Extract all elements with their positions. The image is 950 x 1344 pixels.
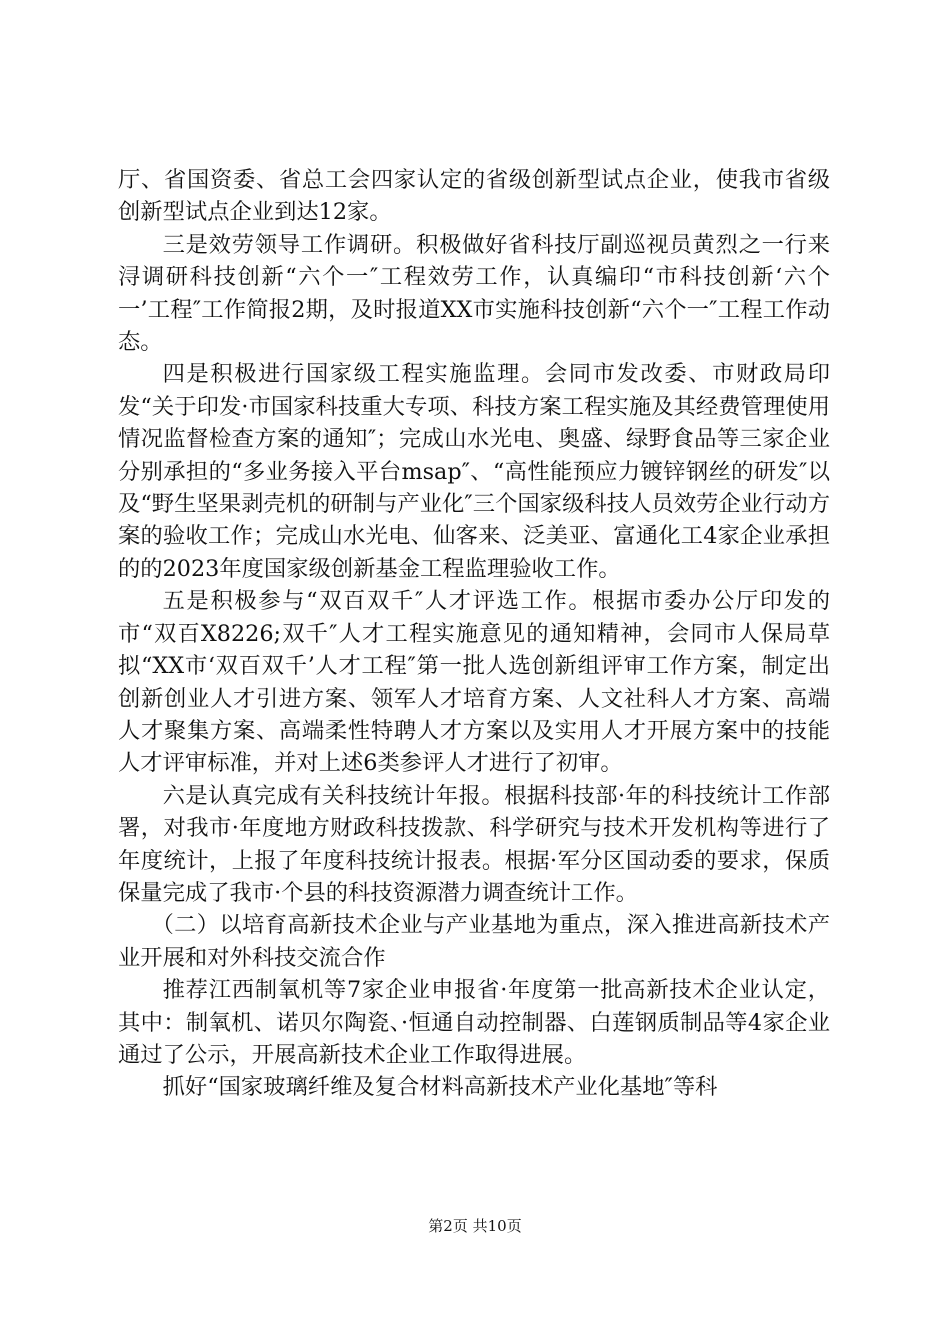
paragraph-5: 六是认真完成有关科技统计年报。根据科技部·年的科技统计工作部署，对我市·年度地方财政科技拨款、科学研究与技术开发机构等进行了年度统计，上报了年度科技统计报表。根据·军分区国动委的要求，保质保量完成了我市·个县的科技资源潜力调查统计工作。: [118, 782, 830, 906]
paragraph-7: 抓好“国家玻璃纤维及复合材料高新技术产业化基地″等科: [162, 1074, 718, 1101]
paragraph-1: 厅、省国资委、省总工会四家认定的省级创新型试点企业，使我市省级创新型试点企业到达12家。: [118, 167, 830, 226]
document-body: [118, 164, 830, 1104]
paragraph-4: 五是积极参与“双百双千″人才评选工作。根据市委办公厅印发的市“双百X8226;双千″人才工程实施意见的通知精神，会同市人保局草拟“XX市‘双百双千’人才工程″第一批人选创新组评审工作方案，制定出创新创业人才引进方案、领军人才培育方案、人文社科人才方案、高端人才聚集方案、高端柔性特聘人才方案以及实用人才开展方案中的技能人才评审标准，并对上述6类参评人才进行了初审。: [118, 588, 830, 777]
paragraph-2: 三是效劳领导工作调研。积极做好省科技厅副巡视员黄烈之一行来浔调研科技创新“六个一″工程效劳工作，认真编印“市科技创新‘六个一’工程″工作简报2期，及时报道XX市实施科技创新“六个一″工程工作动态。: [118, 231, 830, 356]
paragraph-6: 推荐江西制氧机等7家企业申报省·年度第一批高新技术企业认定，其中：制氧机、诺贝尔陶瓷、·恒通自动控制器、白莲钢质制品等4家企业通过了公示，开展高新技术企业工作取得进展。: [118, 977, 830, 1068]
page-footer: [0, 1216, 950, 1236]
section-heading: （二）以培育高新技术企业与产业基地为重点，深入推进高新技术产业开展和对外科技交流合作: [118, 912, 830, 971]
paragraph-3: 四是积极进行国家级工程实施监理。会同市发改委、市财政局印发“关于印发·市国家科技重大专项、科技方案工程实施及其经费管理使用情况监督检查方案的通知″；完成山水光电、奥盛、绿野食品等三家企业分别承担的“多业务接入平台msap″、“高性能预应力镀锌钢丝的研发″以及“野生坚果剥壳机的研制与产业化″三个国家级科技人员效劳企业行动方案的验收工作；完成山水光电、仙客来、泛美亚、富通化工4家企业承担的的2023年度国家级创新基金工程监理验收工作。: [118, 361, 830, 582]
page-number-label: 第2页 共10页: [428, 1217, 522, 1235]
